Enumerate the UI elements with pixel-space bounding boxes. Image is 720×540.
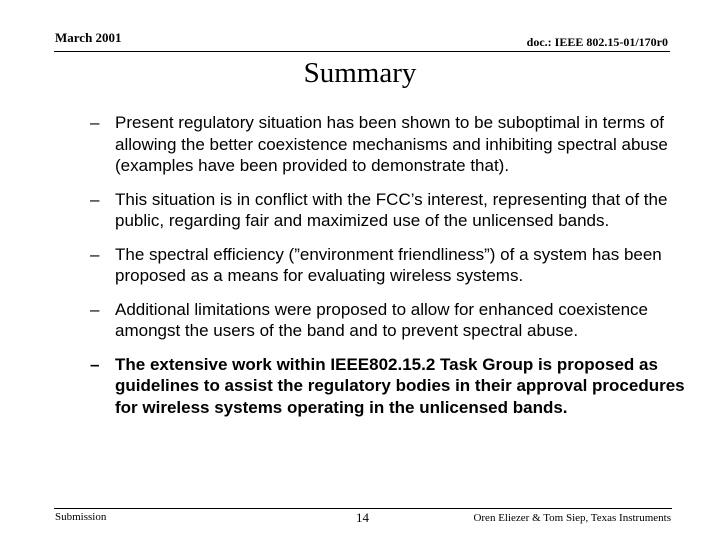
footer-authors: Oren Eliezer & Tom Siep, Texas Instruments: [473, 512, 671, 524]
bullet-dash: –: [90, 299, 100, 319]
bullet-text: The spectral efficiency (”environment friendliness”) of a system has been proposed as a means for evaluating wireless systems.: [115, 244, 662, 285]
slide-title: Summary: [303, 57, 417, 89]
bullet-text: This situation is in conflict with the FCC’s interest, representing that of the public, regarding fair and maximized use of the unlicensed bands.: [115, 189, 668, 230]
bullet-dash: –: [90, 189, 100, 209]
bullet-item-emphasis: [90, 354, 690, 419]
bullet-item: [90, 189, 690, 232]
bullet-dash: –: [90, 113, 100, 132]
footer-page-number: 14: [356, 510, 369, 525]
bullet-item: [90, 112, 690, 177]
footer-divider: [54, 508, 672, 509]
bullet-text: The extensive work within IEEE802.15.2 Task Group is proposed as guidelines to assist the regulatory bodies in their approval procedures for wireless systems operating in the unlicensed bands.: [115, 354, 685, 417]
bullet-text: Additional limitations were proposed to allow for enhanced coexistence amongst the users of the band and to prevent spectral abuse.: [115, 299, 648, 340]
bullet-dash: –: [90, 244, 100, 264]
bullet-item: [90, 244, 690, 287]
header-date: March 2001: [55, 30, 122, 45]
header-divider: [54, 51, 670, 52]
bullet-text: Present regulatory situation has been shown to be suboptimal in terms of allowing the better coexistence mechanisms and inhibiting spectral abuse (examples have been provided to demonstrate that).: [115, 113, 668, 175]
bullet-dash: –: [90, 354, 100, 374]
header-doc-id: doc.: IEEE 802.15-01/170r0: [526, 35, 668, 49]
bullet-list: [90, 112, 690, 430]
footer-submission: Submission: [55, 511, 107, 523]
bullet-item: [90, 299, 690, 342]
